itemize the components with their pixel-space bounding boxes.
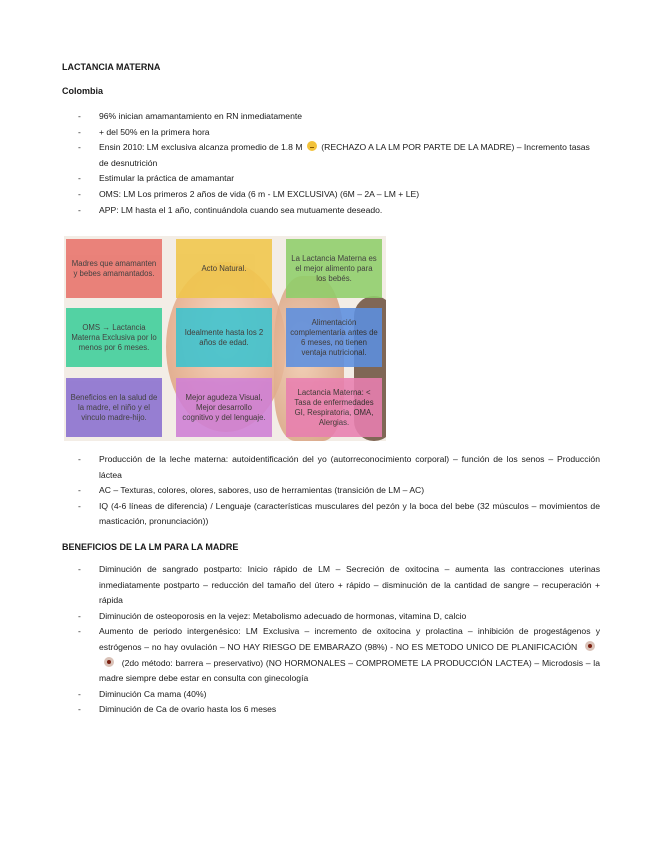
sad-face-icon: [307, 141, 317, 151]
colombia-list: [62, 109, 600, 218]
eye-icon: [585, 641, 595, 651]
list-item: - Aumento de periodo intergenésico: LM Exclusiva – incremento de oxitocina y prolactina – inhibición de progestágenos y estrógenos – no hay ovulación – NO HAY RIESGO DE EMBARAZO (98%) - NO ES METODO UNICO DE PLANIFICACIÓN (2do método: barrera – preservativo) (NO HORMONALES – COMPROMETE LA PRODUCCIÓN LACTEA) – Microdosis – la madre siempre debe estar en consulta con ginecología: [62, 624, 600, 686]
list-item: - 96% inician amamantamiento en RN inmediatamente: [62, 109, 600, 125]
info-tile: Idealmente hasta los 2 años de edad.: [176, 308, 272, 367]
info-tile: La Lactancia Materna es el mejor alimento para los bebés.: [286, 239, 382, 298]
list-item: - Diminución Ca mama (40%): [62, 687, 600, 703]
info-tile: Alimentación complementaria antes de 6 meses, no tienen ventaja nutricional.: [286, 308, 382, 367]
info-tile: Beneficios en la salud de la madre, el niño y el vinculo madre-hijo.: [66, 378, 162, 437]
section-heading-colombia: Colombia: [62, 86, 104, 96]
info-tile: Madres que amamanten y bebes amamantados.: [66, 239, 162, 298]
list-item: - Diminución de Ca de ovario hasta los 6 meses: [62, 702, 600, 718]
list-item: - + del 50% en la primera hora: [62, 125, 600, 141]
list-item: - Estimular la práctica de amamantar: [62, 171, 600, 187]
list-item: - IQ (4-6 líneas de diferencia) / Lenguaje (características musculares del pezón y la boca del bebe (32 músculos – movimientos de masticación, pronunciación)): [62, 499, 600, 530]
breastfeeding-infographic: [64, 236, 386, 441]
section-heading-benefits: BENEFICIOS DE LA LM PARA LA MADRE: [62, 542, 239, 552]
list-item: - Diminución de sangrado postparto: Inicio rápido de LM – Secreción de oxitocina – aumenta las contracciones uterinas inmediatamente postparto – reducción del tamaño del útero + rápido – disminución de la cantidad de sangre – recuperación + rápida: [62, 562, 600, 609]
info-tile: Mejor agudeza Visual, Mejor desarrollo cognitivo y del lenguaje.: [176, 378, 272, 437]
list-item: - APP: LM hasta el 1 año, continuándola cuando sea mutuamente deseado.: [62, 203, 600, 219]
list-item: - AC – Texturas, colores, olores, sabores, uso de herramientas (transición de LM – AC): [62, 483, 600, 499]
list-item: - Ensin 2010: LM exclusiva alcanza promedio de 1.8 M (RECHAZO A LA LM POR PARTE DE LA MADRE) – Incremento tasas de desnutrición: [62, 140, 600, 171]
info-tile: Lactancia Materna: < Tasa de enfermedades GI, Respiratoria, OMA, Alergias.: [286, 378, 382, 437]
list-item: - Producción de la leche materna: autoidentificación del yo (autorreconocimiento corporal) – función de los senos – Producción láctea: [62, 452, 600, 483]
benefits-list: [62, 562, 600, 718]
eye-icon: [104, 657, 114, 667]
development-list: [62, 452, 600, 530]
info-tile: OMS → Lactancia Materna Exclusiva por lo menos por 6 meses.: [66, 308, 162, 367]
page-title: LACTANCIA MATERNA: [62, 62, 161, 72]
list-item: - OMS: LM Los primeros 2 años de vida (6 m - LM EXCLUSIVA) (6M – 2A – LM + LE): [62, 187, 600, 203]
list-item: - Diminución de osteoporosis en la vejez: Metabolismo adecuado de hormonas, vitamina D, calcio: [62, 609, 600, 625]
info-tile: Acto Natural.: [176, 239, 272, 298]
